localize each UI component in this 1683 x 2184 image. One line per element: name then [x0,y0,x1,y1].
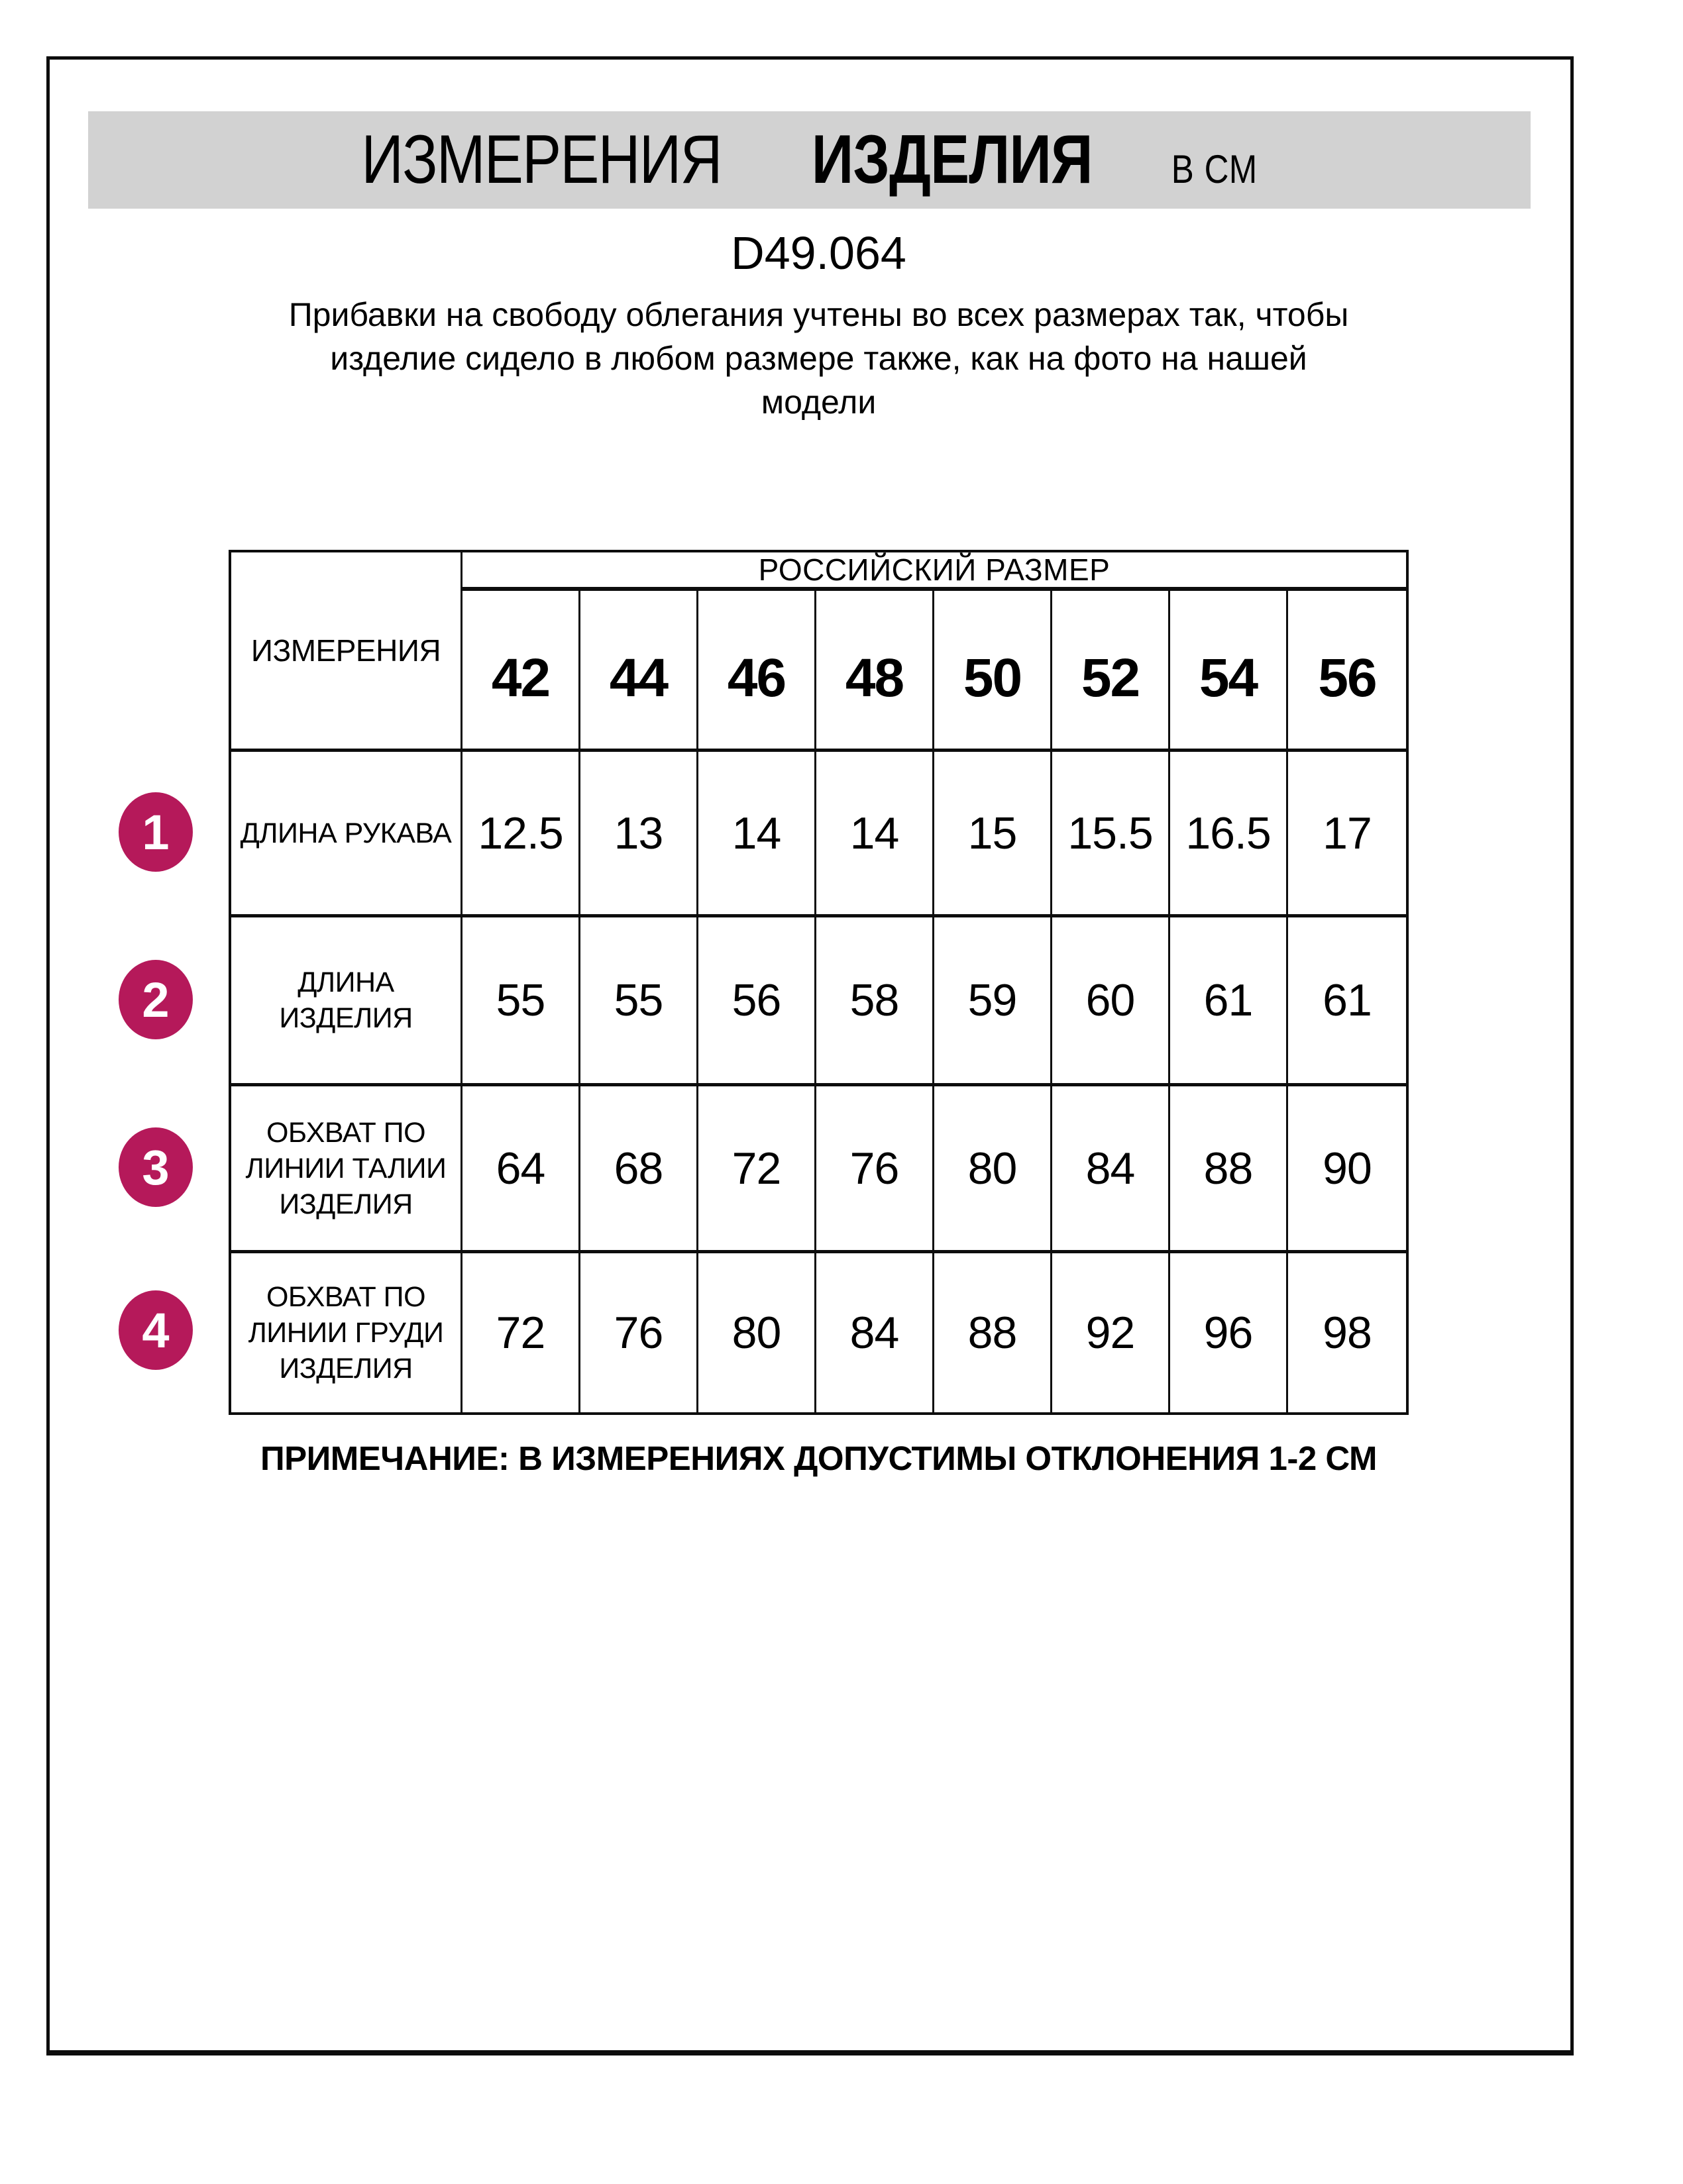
fit-allowance-line-2: изделие сидело в любом размере также, как на фото на нашей [330,340,1307,377]
fit-allowance-line-1: Прибавки на свободу облегания учтены во всех размерах так, чтобы [288,296,1349,333]
size-table [229,550,1409,1415]
row-number-badge-2: 2 [119,960,193,1039]
value-row4-size56: 98 [1323,1308,1372,1358]
title-measurements: ИЗМЕРЕНИЯ [361,121,722,198]
value-row2-size48: 58 [816,917,934,1086]
title-product: ИЗДЕЛИЯ [811,121,1093,198]
fit-allowance-note [162,293,1475,424]
value-row4-size52: 92 [1052,1253,1170,1412]
title-row [361,121,1258,199]
value-row3-size46: 72 [698,1086,816,1253]
value-row4-size48: 84 [816,1253,934,1412]
value-row1-size44: 13 [580,752,698,917]
value-row1-size42: 12.5 [462,752,580,917]
row-label-line: ДЛИНА РУКАВА [240,817,452,849]
value-row3-size50: 80 [934,1086,1052,1253]
fit-allowance-line-3: модели [761,384,877,421]
value-row4-size54: 96 [1170,1253,1288,1412]
size-header-52: 52 [1052,591,1170,752]
value-row2-size56: 61 [1288,917,1406,1086]
value-row2-size46: 56 [698,917,816,1086]
title-bar [88,111,1531,209]
size-header-48: 48 [816,591,934,752]
value-row1-size52: 15.5 [1052,752,1170,917]
value-row3-size44: 68 [580,1086,698,1253]
row-label-line: ЛИНИИ ТАЛИИ [245,1152,447,1184]
tolerance-note: ПРИМЕЧАНИЕ: В ИЗМЕРЕНИЯХ ДОПУСТИМЫ ОТКЛОНЕНИЯ 1-2 СМ [260,1439,1378,1477]
size-header-56: 56 [1288,591,1406,752]
row-number-badge-3: 3 [119,1127,193,1207]
row-label-line: ДЛИНА [298,966,394,998]
row-label-1 [231,752,462,917]
value-row1-size56: 17 [1288,752,1406,917]
value-row3-size54: 88 [1170,1086,1288,1253]
value-row3-size42: 64 [462,1086,580,1253]
value-row4-size42: 72 [462,1253,580,1412]
value-row1-size46: 14 [698,752,816,917]
size-header-50: 50 [934,591,1052,752]
value-row2-size54: 61 [1170,917,1288,1086]
value-row1-size54: 16.5 [1170,752,1288,917]
russian-size-group-header: РОССИЙСКИЙ РАЗМЕР [462,552,1406,591]
row-number-badge-4: 4 [119,1290,193,1370]
value-row1-size50: 15 [934,752,1052,917]
row-label-3 [231,1086,462,1253]
value-row3-size48: 76 [816,1086,934,1253]
size-header-54: 54 [1170,591,1288,752]
title-unit-cm: В СМ [1171,147,1258,191]
size-header-42: 42 [462,591,580,752]
row-label-line: ОБХВАТ ПО [266,1116,426,1149]
value-row4-size46: 80 [698,1253,816,1412]
value-row3-size52: 84 [1052,1086,1170,1253]
row-label-line: ИЗДЕЛИЯ [279,1002,413,1034]
value-row3-size56: 90 [1288,1086,1406,1253]
size-header-46: 46 [698,591,816,752]
row-label-line: ИЗДЕЛИЯ [279,1188,413,1220]
value-row4-size44: 76 [580,1253,698,1412]
row-number-badge-1: 1 [119,792,193,872]
row-label-line: ЛИНИИ ГРУДИ [248,1317,444,1349]
row-label-line: ОБХВАТ ПО [266,1281,426,1313]
table-corner-measurements-label: ИЗМЕРЕНИЯ [231,552,462,752]
value-row2-size42: 55 [462,917,580,1086]
row-label-2 [231,917,462,1086]
row-label-4 [231,1253,462,1412]
value-row2-size44: 55 [580,917,698,1086]
row-label-line: ИЗДЕЛИЯ [279,1353,413,1384]
size-header-44: 44 [580,591,698,752]
value-row1-size48: 14 [816,752,934,917]
value-row4-size50: 88 [934,1253,1052,1412]
value-row2-size52: 60 [1052,917,1170,1086]
product-code: D49.064 [731,227,906,279]
value-row2-size50: 59 [934,917,1052,1086]
